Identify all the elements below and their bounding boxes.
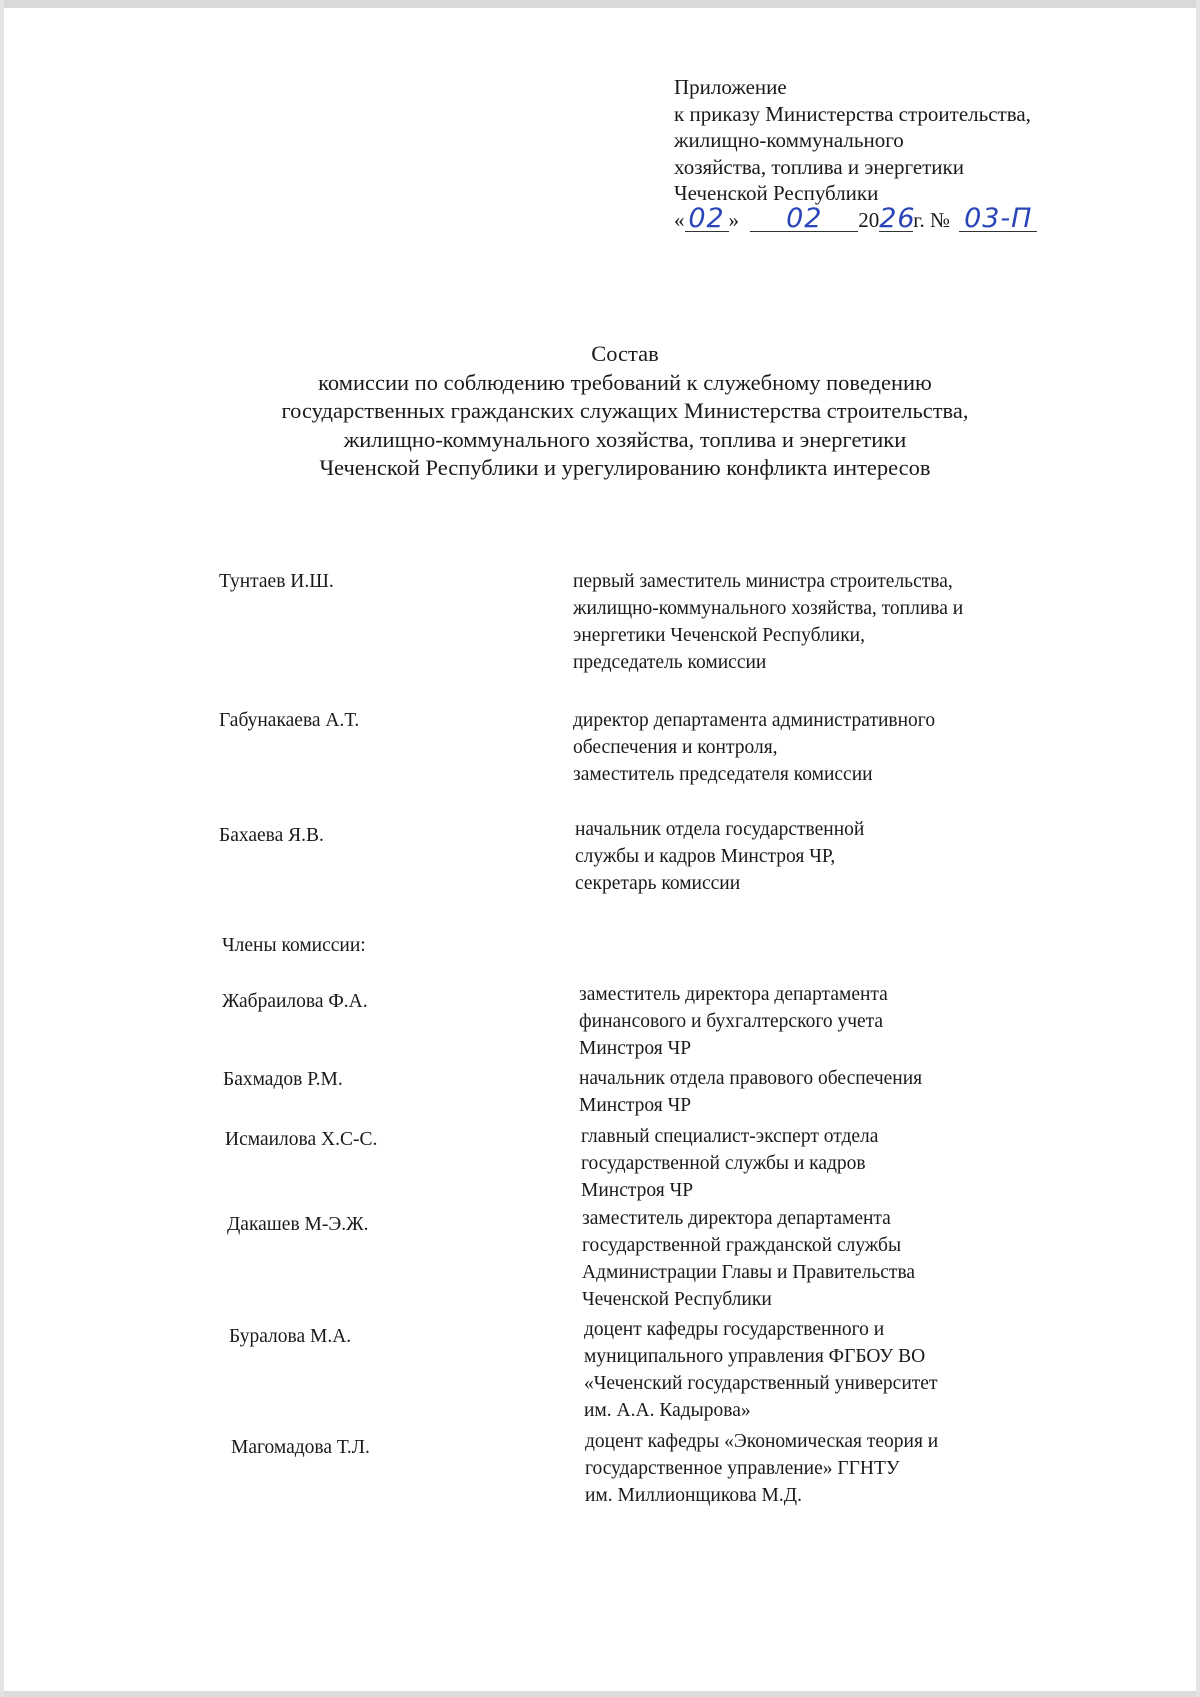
commission-members-label: Члены комиссии: xyxy=(222,935,366,956)
member-role-line: Минстроя ЧР xyxy=(581,1180,694,1201)
member-name: Тунтаев И.Ш. xyxy=(219,571,334,592)
member-role-line: муниципального управления ФГБОУ ВО xyxy=(584,1346,926,1367)
order-number-handwritten: 03-П xyxy=(964,202,1033,234)
member-role-line: доцент кафедры государственного и xyxy=(584,1319,885,1340)
member-name: Габунакаева А.Т. xyxy=(219,710,360,731)
member-role-line: Чеченской Республики xyxy=(582,1289,772,1310)
member-name: Исмаилова Х.С-С. xyxy=(225,1129,378,1150)
member-role-line: начальник отдела государственной xyxy=(575,819,865,840)
order-number-label: г. № xyxy=(913,207,951,232)
member-name: Бахмадов Р.М. xyxy=(223,1069,343,1090)
appendix-line: Приложение xyxy=(674,75,787,99)
member-role xyxy=(579,1065,922,1119)
member-role-line: председатель комиссии xyxy=(573,652,767,673)
appendix-line: жилищно-коммунального xyxy=(674,128,904,152)
member-role-line: первый заместитель министра строительства, xyxy=(573,571,953,592)
member-name: Дакашев М-Э.Ж. xyxy=(227,1214,369,1235)
member-role xyxy=(573,707,935,788)
title-line: комиссии по соблюдению требований к служебному поведению xyxy=(318,369,932,395)
member-role-line: директор департамента административного xyxy=(573,710,936,731)
member-role-line: секретарь комиссии xyxy=(575,873,741,894)
date-year-prefix: 20 xyxy=(858,207,880,232)
member-role xyxy=(575,816,864,897)
member-role-line: государственное управление» ГГНТУ xyxy=(585,1458,900,1479)
member-role-line: заместитель директора департамента xyxy=(582,1208,891,1229)
date-close-quote: » xyxy=(728,207,739,232)
member-role-line: Администрации Главы и Правительства xyxy=(582,1262,916,1283)
title-line: Чеченской Республики и урегулированию конфликта интересов xyxy=(319,455,931,480)
member-role-line: Минстроя ЧР xyxy=(579,1038,692,1059)
member-role-line: им. Миллионщикова М.Д. xyxy=(585,1485,802,1506)
date-month-handwritten: 02 xyxy=(786,202,823,234)
title-line: жилищно-коммунального хозяйства, топлива и энергетики xyxy=(343,426,907,452)
member-role xyxy=(582,1205,915,1313)
member-role-line: жилищно-коммунального хозяйства, топлива и xyxy=(573,598,964,619)
date-open-quote: « xyxy=(674,207,685,232)
member-role-line: Минстроя ЧР xyxy=(579,1095,692,1116)
member-name: Магомадова Т.Л. xyxy=(231,1437,370,1458)
date-year-handwritten: 26 xyxy=(879,202,916,234)
member-role-line: им. А.А. Кадырова» xyxy=(584,1400,751,1421)
member-name: Бахаева Я.В. xyxy=(219,825,324,846)
member-role xyxy=(585,1428,938,1509)
member-name: Буралова М.А. xyxy=(229,1326,352,1347)
appendix-line: к приказу Министерства строительства, xyxy=(674,101,1031,126)
member-role-line: энергетики Чеченской Республики, xyxy=(573,625,865,646)
member-role-line: службы и кадров Минстроя ЧР, xyxy=(575,846,836,867)
member-role xyxy=(573,568,963,676)
member-role-line: заместитель председателя комиссии xyxy=(573,764,873,785)
member-role-line: обеспечения и контроля, xyxy=(573,737,778,758)
member-role-line: начальник отдела правового обеспечения xyxy=(579,1068,923,1089)
appendix-line: хозяйства, топлива и энергетики xyxy=(674,154,964,179)
member-role-line: государственной гражданской службы xyxy=(582,1235,902,1256)
title-line: государственных гражданских служащих Министерства строительства, xyxy=(281,398,969,423)
member-role xyxy=(581,1123,878,1204)
title-heading: Состав xyxy=(591,341,659,366)
member-role xyxy=(579,981,888,1062)
appendix-line: Чеченской Республики xyxy=(674,181,879,205)
member-role-line: доцент кафедры «Экономическая теория и xyxy=(585,1431,939,1452)
member-role-line: заместитель директора департамента xyxy=(579,984,888,1005)
member-name: Жабраилова Ф.А. xyxy=(222,991,368,1012)
member-role-line: главный специалист-эксперт отдела xyxy=(581,1126,879,1147)
date-day-handwritten: 02 xyxy=(688,202,725,234)
member-role xyxy=(584,1316,937,1424)
member-role-line: финансового и бухгалтерского учета xyxy=(579,1011,884,1032)
member-role-line: «Чеченский государственный университет xyxy=(584,1373,938,1394)
member-role-line: государственной службы и кадров xyxy=(581,1153,866,1174)
